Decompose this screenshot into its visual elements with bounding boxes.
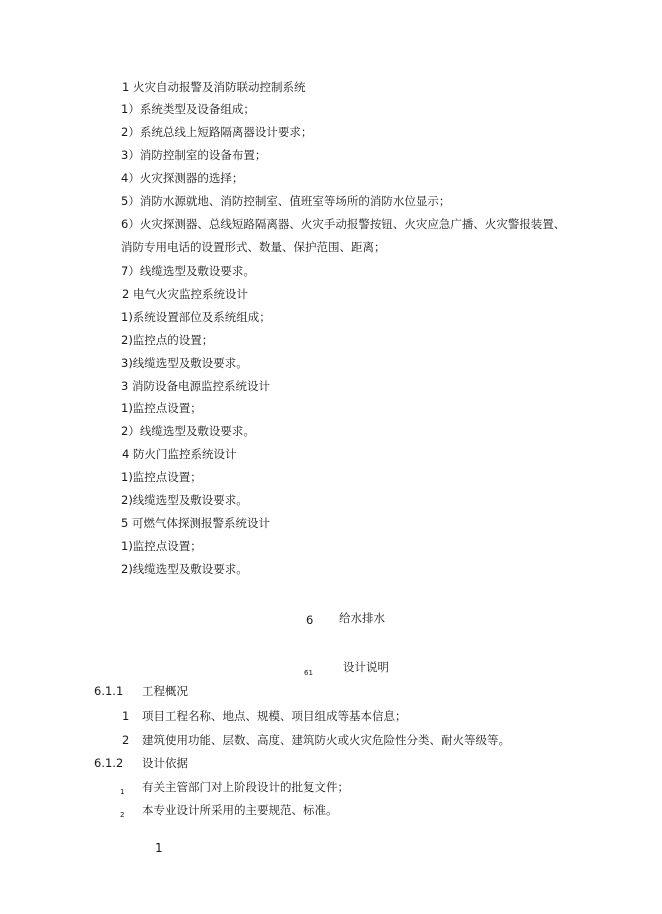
item-text: 本专业设计所采用的主要规范、标准。 bbox=[142, 803, 338, 817]
list-item: 1)监控点设置； bbox=[121, 401, 202, 415]
item-text: 有关主管部门对上阶段设计的批复文件； bbox=[142, 780, 349, 794]
section-heading-electrical-fire: 2 电气火灾监控系统设计 bbox=[122, 287, 248, 301]
section-heading-gas-detect: 5 可燃气体探测报警系统设计 bbox=[121, 516, 270, 530]
list-item: 消防专用电话的设置形式、数量、保护范围、距离； bbox=[121, 240, 386, 254]
list-item: 6）火灾探测器、总线短路隔离器、火灾手动报警按钮、火灾应急广播、火灾警报装置、 bbox=[121, 217, 566, 231]
page-number: 1 bbox=[155, 841, 163, 855]
item-number: 1 bbox=[120, 788, 125, 796]
list-item: 1)监控点设置； bbox=[121, 470, 202, 484]
item-text: 项目工程名称、地点、规模、项目组成等基本信息； bbox=[142, 709, 407, 723]
list-item: 2)监控点的设置； bbox=[121, 333, 214, 347]
item-number: 2 bbox=[122, 733, 130, 747]
section-title: 设计依据 bbox=[142, 756, 188, 770]
section-heading-power-monitor: 3 消防设备电源监控系统设计 bbox=[121, 379, 270, 393]
section-title: 工程概况 bbox=[142, 684, 188, 698]
item-number: 1 bbox=[122, 709, 130, 723]
list-item: 2)线缆选型及敷设要求。 bbox=[121, 562, 248, 576]
list-item: 2）线缆选型及敷设要求。 bbox=[121, 424, 255, 438]
section-number: 6.1.1 bbox=[94, 684, 124, 698]
list-item: 5）消防水源就地、消防控制室、值班室等场所的消防水位显示； bbox=[121, 194, 451, 208]
list-item: 4）火灾探测器的选择； bbox=[121, 171, 244, 185]
list-item: 1)系统设置部位及系统组成； bbox=[121, 310, 271, 324]
chapter-number: 6 bbox=[306, 613, 314, 627]
item-number: 2 bbox=[120, 811, 125, 819]
section-heading-fire-door: 4 防火门监控系统设计 bbox=[122, 447, 237, 461]
list-item: 7）线缆选型及敷设要求。 bbox=[121, 264, 255, 278]
subchapter-number: 61 bbox=[304, 669, 313, 677]
section-heading-fire-alarm: 1 火灾自动报警及消防联动控制系统 bbox=[122, 80, 306, 94]
section-number: 6.1.2 bbox=[94, 756, 124, 770]
list-item: 3)线缆选型及敷设要求。 bbox=[121, 356, 248, 370]
list-item: 1）系统类型及设备组成； bbox=[121, 102, 255, 116]
list-item: 2）系统总线上短路隔离器设计要求； bbox=[121, 125, 313, 139]
list-item: 1)监控点设置； bbox=[121, 539, 202, 553]
chapter-title: 给水排水 bbox=[339, 611, 385, 625]
list-item: 3）消防控制室的设备布置； bbox=[121, 148, 267, 162]
subchapter-title: 设计说明 bbox=[343, 660, 389, 674]
item-text: 建筑使用功能、层数、高度、建筑防火或火灾危险性分类、耐火等级等。 bbox=[142, 733, 510, 747]
list-item: 2)线缆选型及敷设要求。 bbox=[121, 493, 248, 507]
